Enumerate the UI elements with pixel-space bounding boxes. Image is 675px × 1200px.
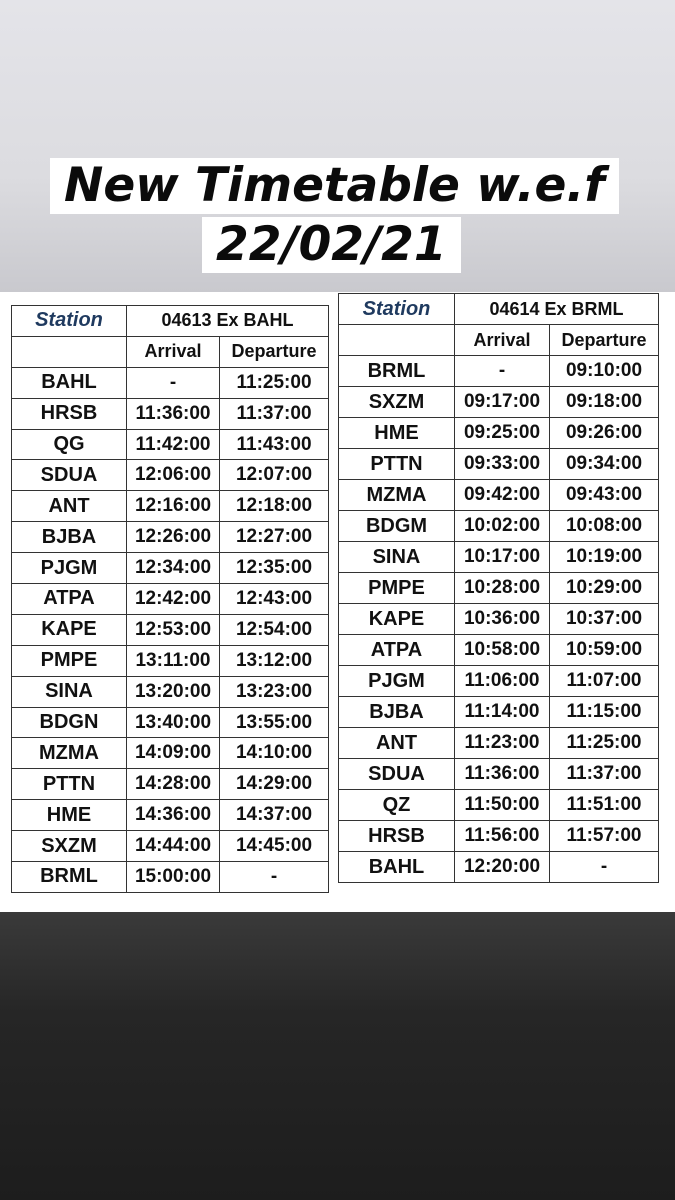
arrival-cell: 10:58:00 [455, 635, 550, 666]
station-cell: BDGN [12, 707, 127, 738]
departure-cell: 13:23:00 [220, 676, 329, 707]
table-row [12, 367, 329, 398]
table-row [12, 738, 329, 769]
table-row [12, 800, 329, 831]
arrival-cell: 11:36:00 [127, 398, 220, 429]
station-header: Station [12, 306, 127, 337]
table-row [339, 387, 659, 418]
train-header: 04614 Ex BRML [455, 294, 659, 325]
departure-cell: 14:29:00 [220, 769, 329, 800]
station-cell: ATPA [12, 584, 127, 615]
station-cell: PTTN [12, 769, 127, 800]
arrival-cell: 12:42:00 [127, 584, 220, 615]
arrival-cell: 12:26:00 [127, 522, 220, 553]
table-row [339, 542, 659, 573]
station-cell: PTTN [339, 449, 455, 480]
arrival-cell: 10:17:00 [455, 542, 550, 573]
table-row [339, 511, 659, 542]
departure-cell: 10:59:00 [550, 635, 659, 666]
departure-cell: 10:19:00 [550, 542, 659, 573]
arrival-cell: 11:23:00 [455, 728, 550, 759]
station-cell: HME [339, 418, 455, 449]
table-row [339, 418, 659, 449]
departure-cell: 09:10:00 [550, 356, 659, 387]
arrival-cell: 11:50:00 [455, 790, 550, 821]
bottom-background [0, 912, 675, 1200]
arrival-cell: 13:20:00 [127, 676, 220, 707]
table-row [339, 604, 659, 635]
empty-cell [339, 325, 455, 356]
arrival-cell: 11:14:00 [455, 697, 550, 728]
table-row [12, 522, 329, 553]
arrival-cell: 14:09:00 [127, 738, 220, 769]
station-header: Station [339, 294, 455, 325]
arrival-cell: 09:33:00 [455, 449, 550, 480]
arrival-cell: 15:00:00 [127, 862, 220, 893]
table-row [339, 790, 659, 821]
station-cell: BDGM [339, 511, 455, 542]
departure-cell: 12:54:00 [220, 614, 329, 645]
station-cell: ATPA [339, 635, 455, 666]
table-row [339, 635, 659, 666]
departure-cell: 11:43:00 [220, 429, 329, 460]
departure-cell: 13:12:00 [220, 645, 329, 676]
departure-cell: 11:57:00 [550, 821, 659, 852]
empty-cell [12, 336, 127, 367]
timetable-04613 [11, 305, 329, 893]
subheader-row [12, 336, 329, 367]
departure-cell: - [220, 862, 329, 893]
station-cell: QZ [339, 790, 455, 821]
departure-cell: - [550, 852, 659, 883]
subheader-row [339, 325, 659, 356]
arrival-cell: 13:11:00 [127, 645, 220, 676]
table-row [12, 584, 329, 615]
table-row [339, 449, 659, 480]
station-cell: ANT [339, 728, 455, 759]
departure-cell: 09:34:00 [550, 449, 659, 480]
departure-cell: 14:45:00 [220, 831, 329, 862]
arrival-cell: 12:16:00 [127, 491, 220, 522]
departure-cell: 11:25:00 [550, 728, 659, 759]
arrival-cell: - [127, 367, 220, 398]
departure-cell: 13:55:00 [220, 707, 329, 738]
station-cell: SDUA [339, 759, 455, 790]
arrival-cell: 10:28:00 [455, 573, 550, 604]
departure-cell: 14:37:00 [220, 800, 329, 831]
departure-cell: 09:18:00 [550, 387, 659, 418]
departure-cell: 09:43:00 [550, 480, 659, 511]
arrival-cell: 09:25:00 [455, 418, 550, 449]
departure-cell: 09:26:00 [550, 418, 659, 449]
table-row [12, 429, 329, 460]
station-cell: BAHL [12, 367, 127, 398]
departure-cell: 10:08:00 [550, 511, 659, 542]
arrival-cell: 13:40:00 [127, 707, 220, 738]
table-row [339, 821, 659, 852]
table-row [339, 697, 659, 728]
table-row [339, 759, 659, 790]
arrival-cell: 11:56:00 [455, 821, 550, 852]
departure-cell: 10:37:00 [550, 604, 659, 635]
station-cell: HRSB [12, 398, 127, 429]
arrival-cell: 10:36:00 [455, 604, 550, 635]
departure-cell: 12:35:00 [220, 553, 329, 584]
table-row [12, 707, 329, 738]
departure-cell: 11:37:00 [550, 759, 659, 790]
arrival-cell: 11:36:00 [455, 759, 550, 790]
table-row [12, 614, 329, 645]
departure-cell: 12:27:00 [220, 522, 329, 553]
arrival-cell: 11:06:00 [455, 666, 550, 697]
arrival-cell: 12:34:00 [127, 553, 220, 584]
station-cell: ANT [12, 491, 127, 522]
station-cell: KAPE [339, 604, 455, 635]
departure-cell: 11:07:00 [550, 666, 659, 697]
table-row [339, 666, 659, 697]
table-row [339, 728, 659, 759]
station-cell: BRML [339, 356, 455, 387]
arrival-cell: 14:28:00 [127, 769, 220, 800]
timetable-04614 [338, 293, 659, 883]
station-cell: MZMA [339, 480, 455, 511]
arrival-cell: 09:17:00 [455, 387, 550, 418]
station-cell: HME [12, 800, 127, 831]
station-cell: SXZM [12, 831, 127, 862]
arrival-cell: 12:20:00 [455, 852, 550, 883]
departure-cell: 12:18:00 [220, 491, 329, 522]
arrival-header: Arrival [455, 325, 550, 356]
departure-header: Departure [220, 336, 329, 367]
table-row [12, 645, 329, 676]
table-row [339, 573, 659, 604]
station-cell: SINA [12, 676, 127, 707]
station-cell: BJBA [339, 697, 455, 728]
arrival-cell: 11:42:00 [127, 429, 220, 460]
train-header: 04613 Ex BAHL [127, 306, 329, 337]
departure-cell: 10:29:00 [550, 573, 659, 604]
arrival-cell: 12:06:00 [127, 460, 220, 491]
departure-cell: 11:25:00 [220, 367, 329, 398]
arrival-header: Arrival [127, 336, 220, 367]
station-cell: BRML [12, 862, 127, 893]
departure-cell: 12:07:00 [220, 460, 329, 491]
title-line-1: New Timetable w.e.f [50, 158, 619, 214]
station-cell: KAPE [12, 614, 127, 645]
arrival-cell: 12:53:00 [127, 614, 220, 645]
station-cell: SXZM [339, 387, 455, 418]
header-row [12, 306, 329, 337]
table-row [12, 553, 329, 584]
station-cell: SINA [339, 542, 455, 573]
departure-header: Departure [550, 325, 659, 356]
table-row [12, 769, 329, 800]
station-cell: PJGM [12, 553, 127, 584]
departure-cell: 11:51:00 [550, 790, 659, 821]
title-line-2: 22/02/21 [202, 217, 461, 273]
table-row [12, 831, 329, 862]
station-cell: BJBA [12, 522, 127, 553]
departure-cell: 14:10:00 [220, 738, 329, 769]
departure-cell: 12:43:00 [220, 584, 329, 615]
table-row [12, 398, 329, 429]
station-cell: BAHL [339, 852, 455, 883]
header-row [339, 294, 659, 325]
arrival-cell: 10:02:00 [455, 511, 550, 542]
departure-cell: 11:15:00 [550, 697, 659, 728]
table-row [12, 862, 329, 893]
arrival-cell: - [455, 356, 550, 387]
station-cell: HRSB [339, 821, 455, 852]
table-row [12, 676, 329, 707]
arrival-cell: 14:44:00 [127, 831, 220, 862]
station-cell: PMPE [12, 645, 127, 676]
arrival-cell: 14:36:00 [127, 800, 220, 831]
station-cell: SDUA [12, 460, 127, 491]
table-row [339, 356, 659, 387]
table-row [339, 480, 659, 511]
table-row [12, 491, 329, 522]
station-cell: QG [12, 429, 127, 460]
departure-cell: 11:37:00 [220, 398, 329, 429]
arrival-cell: 09:42:00 [455, 480, 550, 511]
table-row [339, 852, 659, 883]
station-cell: PJGM [339, 666, 455, 697]
table-row [12, 460, 329, 491]
station-cell: MZMA [12, 738, 127, 769]
station-cell: PMPE [339, 573, 455, 604]
